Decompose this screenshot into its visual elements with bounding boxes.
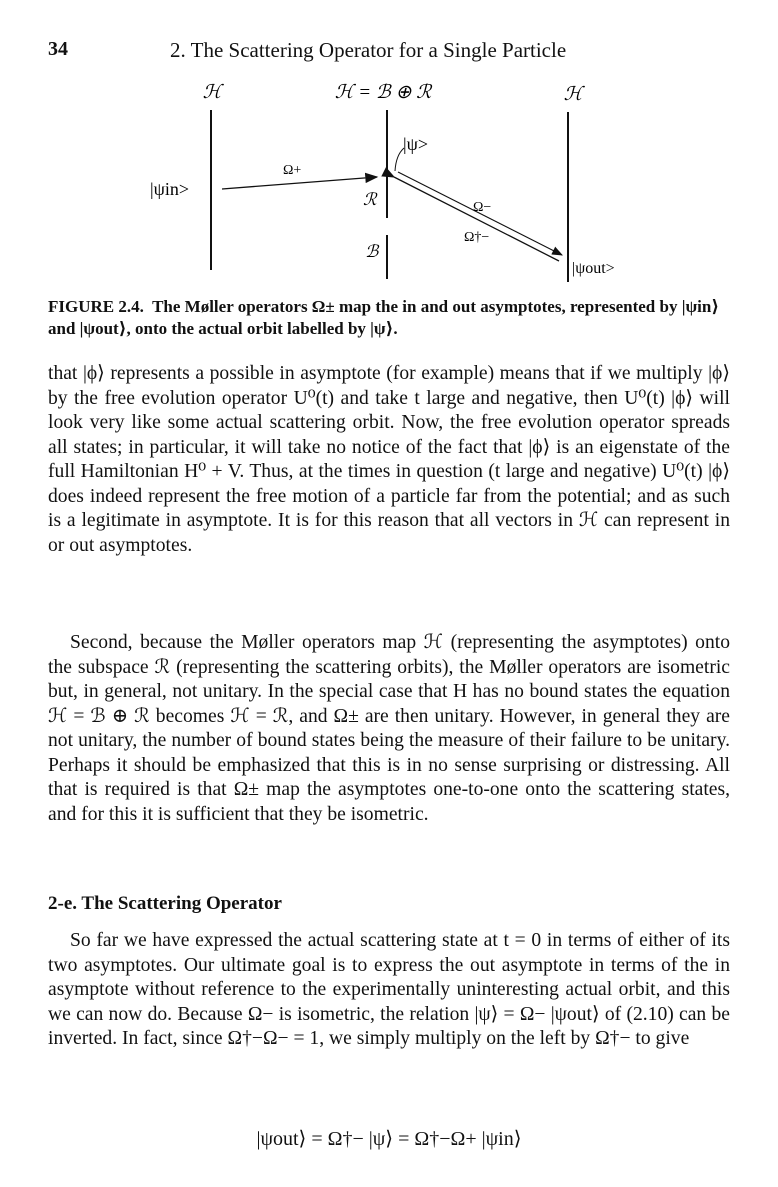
- omega-plus-label: Ω+: [283, 163, 302, 178]
- psi-label: |ψ>: [403, 134, 429, 154]
- psi-out-label: |ψout>: [572, 260, 615, 277]
- r-subspace-label: ℛ: [363, 190, 377, 209]
- figure-2-4: [0, 78, 778, 288]
- section-heading: 2-e. The Scattering Operator: [48, 893, 282, 914]
- caption-text: The Møller operators Ω± map the in and out asymptotes, represented by |ψin⟩ and |ψout⟩, onto the actual orbit labelled by |ψ⟩.: [48, 297, 720, 338]
- left-space-label: ℋ: [202, 82, 222, 103]
- caption-label: FIGURE 2.4.: [48, 297, 144, 316]
- psi-in-label: |ψin>: [150, 179, 190, 199]
- omega-minus-arrow: [394, 177, 559, 261]
- page-header: [48, 38, 730, 66]
- center-space-label: ℋ = ℬ ⊕ ℛ: [334, 82, 432, 103]
- moller-diagram: [0, 78, 778, 288]
- paragraph-1: that |ϕ⟩ represents a possible in asymptote (for example) means that if we multiply |ϕ⟩ by the free evolution operator U⁰(t) and take t large and negative, then U⁰(t) |ϕ⟩ will look very like some actual scattering orbit. Now, the free evolution operator spreads all states; in particular, it will take no notice of the fact that |ϕ⟩ is an eigenstate of the full Hamiltonian H⁰ + V. Thus, at the times in question (t large and negative) U⁰(t) |ϕ⟩ does indeed represent the free motion of a particle far from the potential; and as such is a legitimate in asymptote. It is for this reason that all vectors in ℋ can represent in or out asymptotes.: [48, 363, 730, 556]
- paragraph-3: So far we have expressed the actual scattering state at t = 0 in terms of either of its two asymptotes. Our ultimate goal is to express the out asymptote in terms of the in asymptote without reference to the experimentally uninteresting actual orbit, and this we can now do. Because Ω− is isometric, the relation |ψ⟩ = Ω− |ψout⟩ of (2.10) can be inverted. In fact, since Ω†−Ω− = 1, we simply multiply on the left by Ω†− to give: [48, 930, 730, 1049]
- running-head: 2. The Scattering Operator for a Single Particle: [170, 38, 567, 62]
- omega-minus-dagger-label: Ω†−: [464, 230, 490, 245]
- omega-minus-label: Ω−: [473, 200, 492, 215]
- page-number: 34: [48, 38, 68, 60]
- paragraph-2: Second, because the Møller operators map ℋ (representing the asymptotes) onto the subspace ℛ (representing the scattering orbits), the Møller operators are isometric but, in general, not unitary. In the special case that H has no bound states the equation ℋ = ℬ ⊕ ℛ becomes ℋ = ℛ, and Ω± are then unitary. However, in general they are not unitary, the number of bound states being the measure of their failure to be unitary. Perhaps it should be emphasized that this is in no sense surprising or distressing. All that is required is that Ω± map the asymptotes one-to-one onto the scattering states, and for this it is sufficient that they be isometric.: [48, 632, 730, 825]
- equation: |ψout⟩ = Ω†− |ψ⟩ = Ω†−Ω+ |ψin⟩: [256, 1128, 522, 1150]
- b-subspace-label: ℬ: [365, 242, 379, 261]
- figure-caption: [48, 296, 734, 340]
- right-space-label: ℋ: [563, 84, 583, 105]
- omega-plus-arrow: [222, 177, 377, 189]
